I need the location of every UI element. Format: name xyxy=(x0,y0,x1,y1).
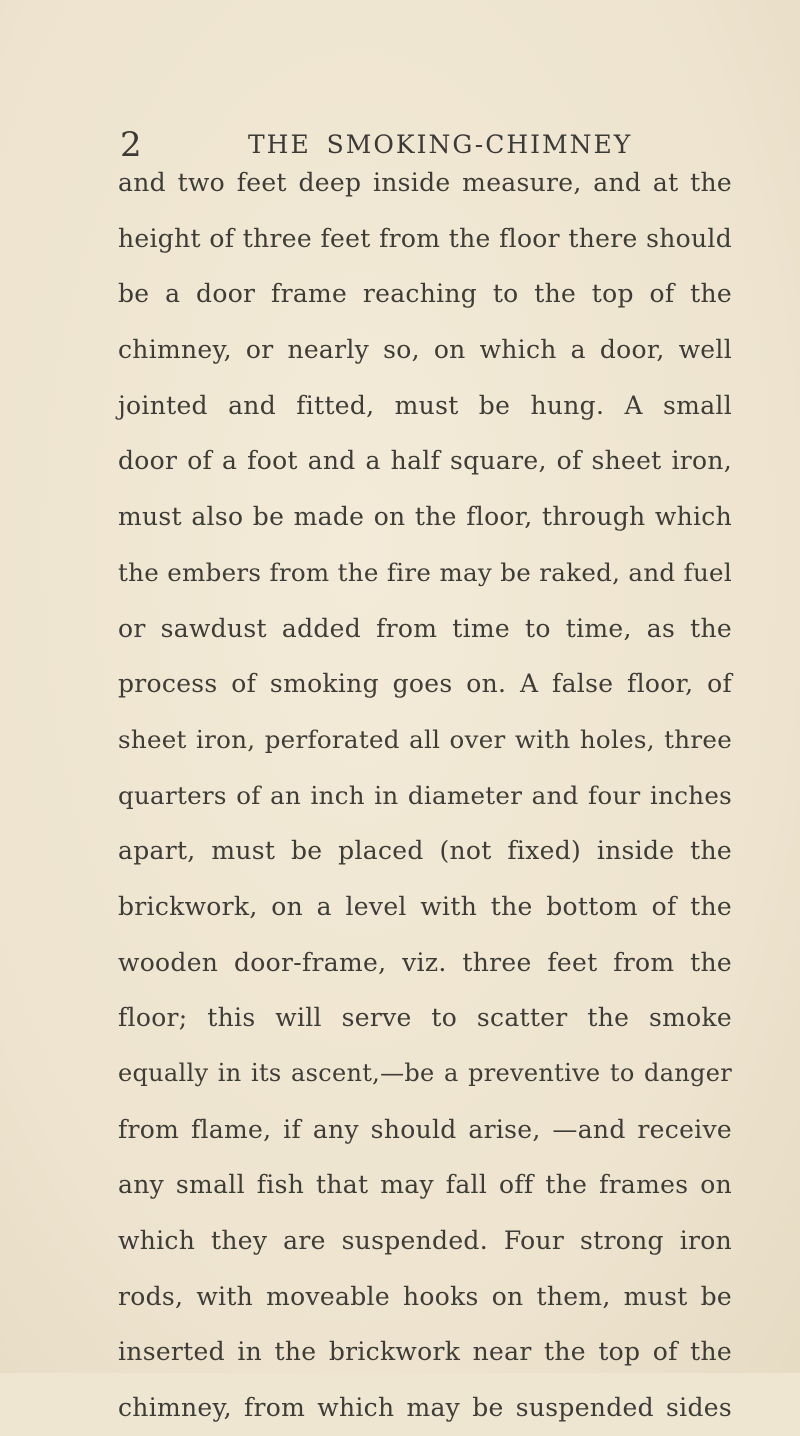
text-line: height of three feet from the floor there should xyxy=(118,223,732,253)
running-head: THE SMOKING-CHIMNEY xyxy=(248,130,633,159)
text-line: the embers from the fire may be raked, and fuel xyxy=(118,557,732,587)
text-line: rods, with moveable hooks on them, must be xyxy=(118,1281,732,1311)
body-text xyxy=(118,155,732,1436)
text-line: brickwork, on a level with the bottom of the xyxy=(118,891,732,921)
text-line: or sawdust added from time to time, as the xyxy=(118,613,732,643)
text-line: from flame, if any should arise, —and receive xyxy=(118,1114,732,1144)
text-line: jointed and fitted, must be hung. A small xyxy=(118,390,732,420)
text-line: wooden door-frame, viz. three feet from the xyxy=(118,947,732,977)
text-line: quarters of an inch in diameter and four inches xyxy=(118,780,732,810)
text-line: inserted in the brickwork near the top of the xyxy=(118,1337,732,1367)
text-line: apart, must be placed (not fixed) inside the xyxy=(118,836,732,866)
text-line: which they are suspended. Four strong iron xyxy=(118,1226,732,1256)
text-line: and two feet deep inside measure, and at the xyxy=(118,168,732,197)
text-line: must also be made on the floor, through which xyxy=(118,502,732,532)
page-number: 2 xyxy=(120,125,142,165)
text-line: chimney, or nearly so, on which a door, well xyxy=(118,335,732,365)
text-line: door of a foot and a half square, of sheet iron, xyxy=(118,446,732,476)
text-line: sheet iron, perforated all over with holes, three xyxy=(118,724,732,754)
text-line: be a door frame reaching to the top of the xyxy=(118,279,732,309)
text-line: chimney, from which may be suspended sides xyxy=(118,1393,732,1423)
text-line: floor; this will serve to scatter the smoke xyxy=(118,1003,732,1033)
text-line: process of smoking goes on. A false floor, of xyxy=(118,669,732,699)
text-line: equally in its ascent,—be a preventive to danger xyxy=(118,1059,732,1087)
text-line: any small fish that may fall off the frames on xyxy=(118,1170,732,1200)
